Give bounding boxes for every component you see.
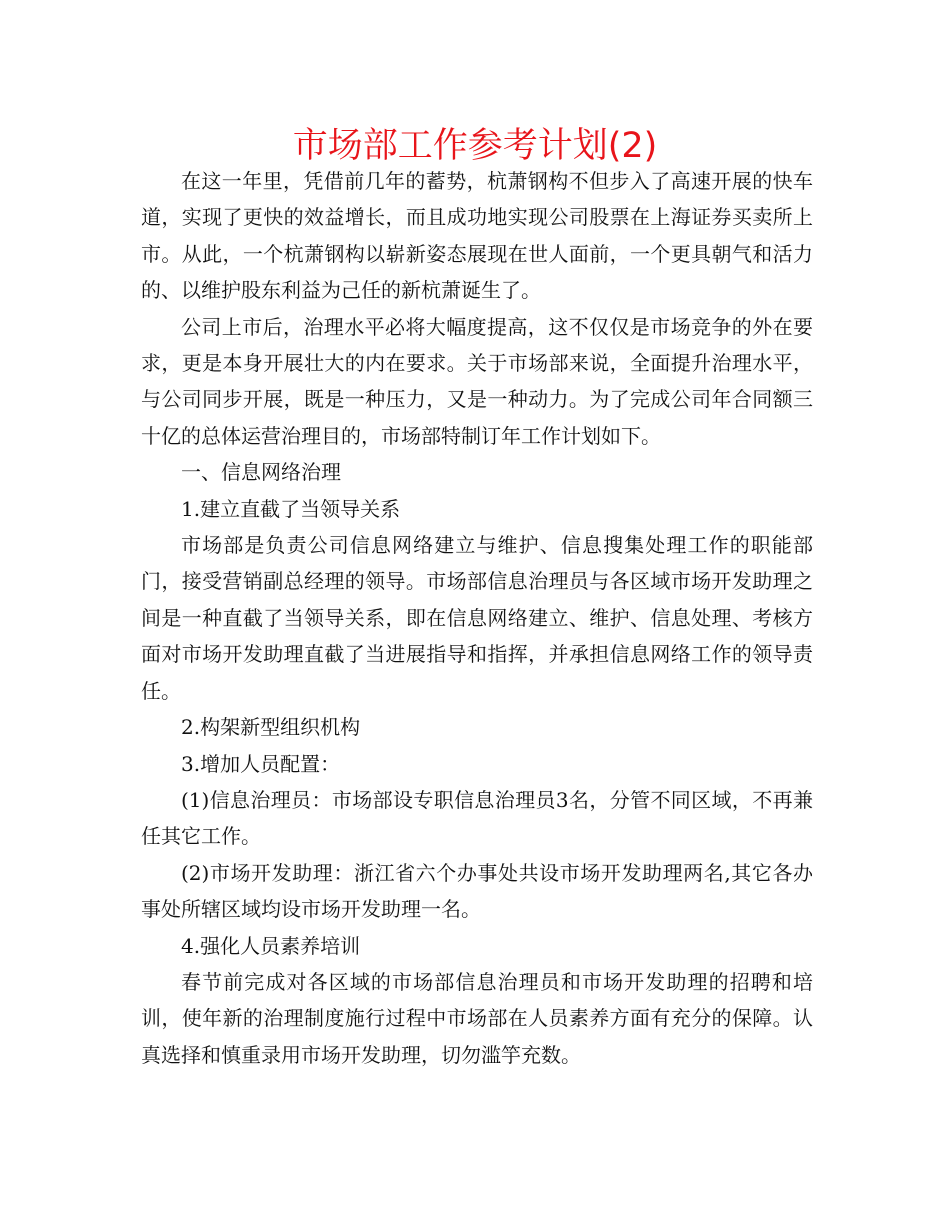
- paragraph-intro: 在这一年里，凭借前几年的蓄势，杭萧钢构不但步入了高速开展的快车道，实现了更快的效益增长，而且成功地实现公司股票在上海证券买卖所上市。从此，一个杭萧钢构以崭新姿态展现在世人面前，一个更具朝气和活力的、以维护股东利益为己任的新杭萧诞生了。: [141, 169, 813, 303]
- list-item-1: (1)信息治理员：市场部设专职信息治理员3名，分管不同区域，不再兼任其它工作。: [141, 787, 813, 849]
- document-title: 市场部工作参考计划(2): [292, 126, 658, 166]
- list-item-2: (2)市场开发助理：浙江省六个办事处共设市场开发助理两名,其它各办事处所辖区域均设市场开发助理一名。: [141, 860, 813, 922]
- paragraph-leadership: 市场部是负责公司信息网络建立与维护、信息搜集处理工作的职能部门，接受营销副总经理的领导。市场部信息治理员与各区域市场开发助理之间是一种直截了当领导关系，即在信息网络建立、维护、信息处理、考核方面对市场开发助理直截了当进展指导和指挥，并承担信息网络工作的领导责任。: [141, 533, 813, 703]
- subheading-2: 2.构架新型组织机构: [181, 715, 361, 740]
- section-heading-1: 一、信息网络治理: [181, 460, 341, 485]
- paragraph-plan-intro: 公司上市后，治理水平必将大幅度提高，这不仅仅是市场竞争的外在要求，更是本身开展壮大的内在要求。关于市场部来说，全面提升治理水平，与公司同步开展，既是一种压力，又是一种动力。为了完成公司年合同额三十亿的总体运营治理目的，市场部特制订年工作计划如下。: [141, 314, 813, 448]
- subheading-1: 1.建立直截了当领导关系: [181, 496, 401, 521]
- subheading-4: 4.强化人员素养培训: [181, 933, 361, 958]
- document-body: [141, 163, 813, 1073]
- subheading-3: 3.增加人员配置：: [181, 751, 341, 776]
- paragraph-training: 春节前完成对各区域的市场部信息治理员和市场开发助理的招聘和培训，使年新的治理制度施行过程中市场部在人员素养方面有充分的保障。认真选择和慎重录用市场开发助理，切勿滥竽充数。: [141, 969, 813, 1067]
